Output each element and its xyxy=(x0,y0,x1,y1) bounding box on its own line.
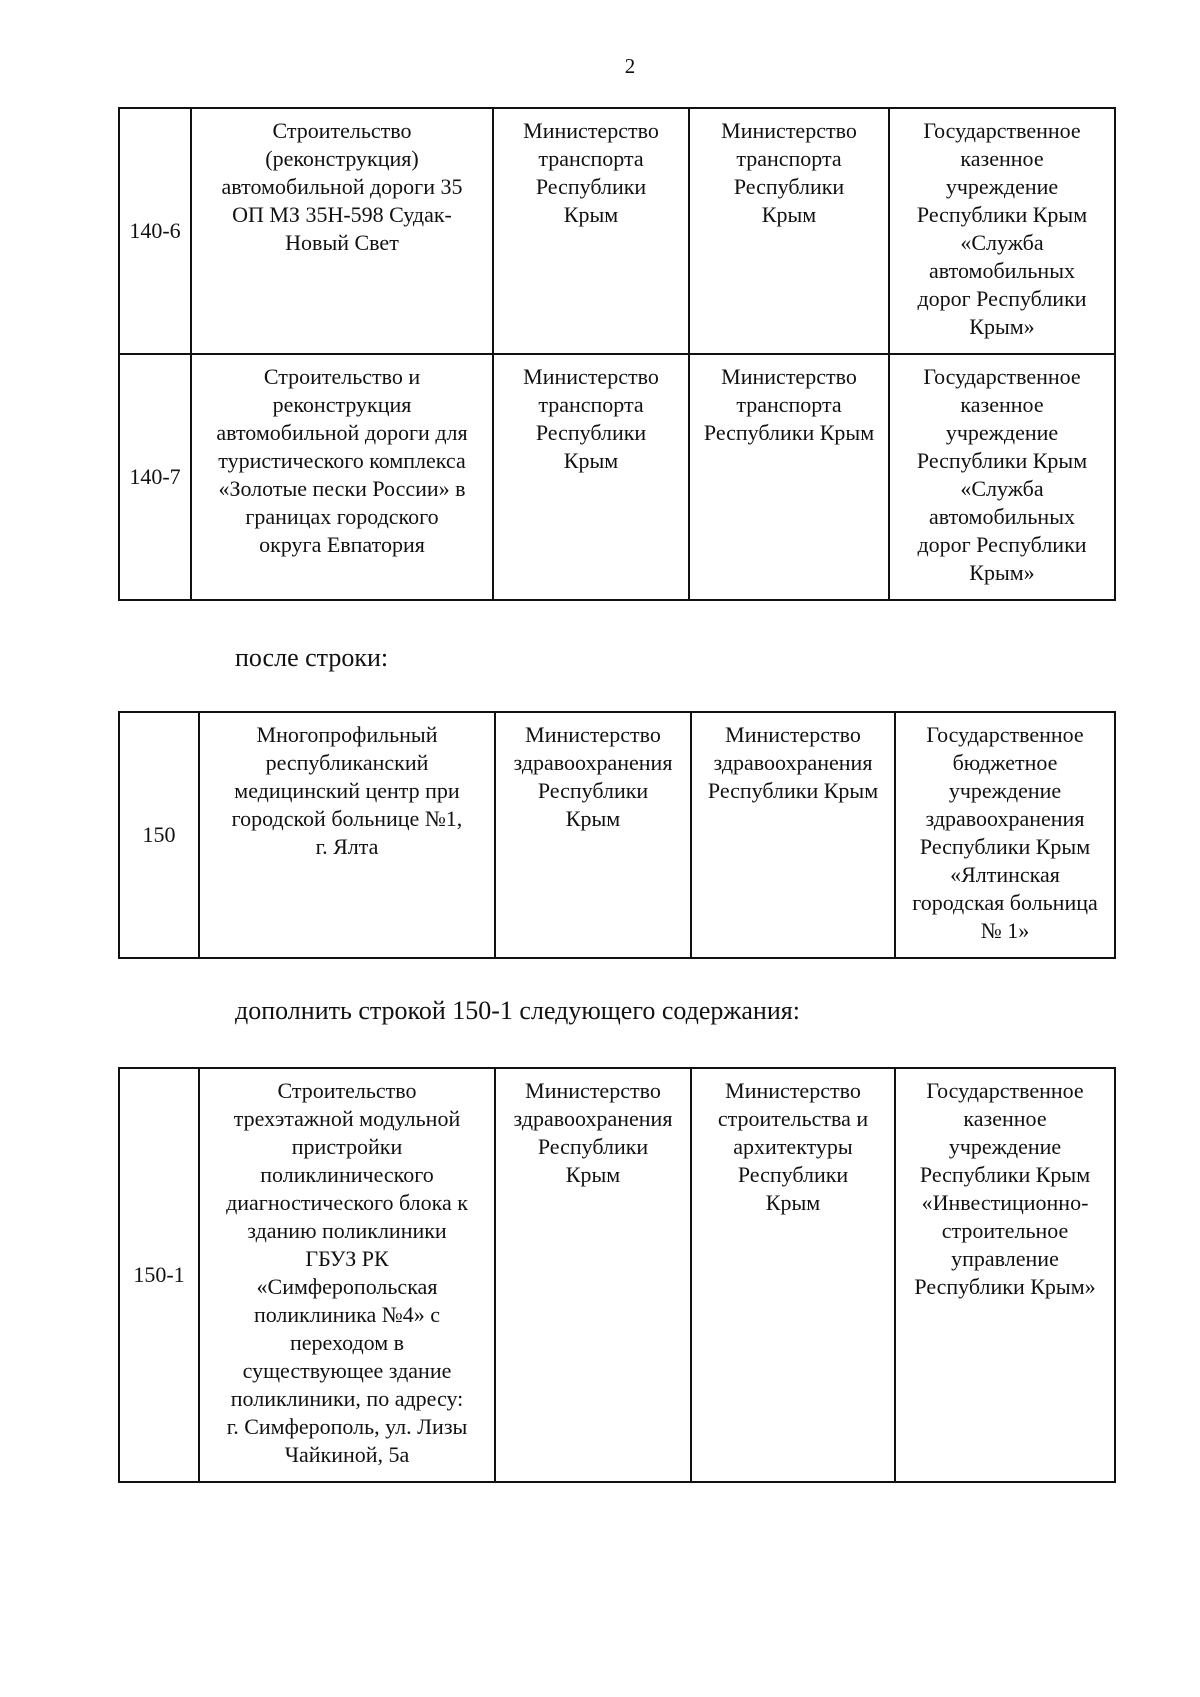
customer-cell: Государственное казенное учреждение Республики Крым «Инвестиционно- строительное управление Республики Крым» xyxy=(895,1068,1115,1482)
object-name-cell: Строительство трехэтажной модульной пристройки поликлинического диагностического блока к зданию поликлиники ГБУЗ РК «Симферопольская поликлиника №4» с переходом в существующее здание поликлиники, по адресу: г. Симферополь, ул. Лизы Чайкиной, 5а xyxy=(199,1068,495,1482)
ministry-cell: Министерство транспорта Республики Крым xyxy=(493,354,689,600)
object-name-cell: Строительство и реконструкция автомобильной дороги для туристического комплекса «Золотые пески России» в границах городского округа Евпатория xyxy=(191,354,493,600)
intro-add-row: дополнить строкой 150-1 следующего содержания: xyxy=(235,996,800,1025)
ministry-cell: Министерство здравоохранения Республики Крым xyxy=(495,712,691,958)
table-row xyxy=(119,1068,1115,1482)
table-row xyxy=(119,108,1115,354)
row-number: 140-7 xyxy=(119,354,191,600)
object-name-cell: Строительство (реконструкция) автомобильной дороги 35 ОП МЗ 35Н-598 Судак- Новый Свет xyxy=(191,108,493,354)
table-row xyxy=(119,354,1115,600)
executor-cell: Министерство здравоохранения Республики Крым xyxy=(691,712,895,958)
intro-after-row: после строки: xyxy=(235,643,389,672)
row-number: 150 xyxy=(119,712,199,958)
ministry-cell: Министерство здравоохранения Республики Крым xyxy=(495,1068,691,1482)
row-number: 140-6 xyxy=(119,108,191,354)
table-row xyxy=(119,712,1115,958)
customer-cell: Государственное казенное учреждение Республики Крым «Служба автомобильных дорог Республики Крым» xyxy=(889,108,1115,354)
table-new-row xyxy=(118,1067,1116,1483)
ministry-cell: Министерство транспорта Республики Крым xyxy=(493,108,689,354)
executor-cell: Министерство транспорта Республики Крым xyxy=(689,108,889,354)
customer-cell: Государственное казенное учреждение Республики Крым «Служба автомобильных дорог Республики Крым» xyxy=(889,354,1115,600)
executor-cell: Министерство транспорта Республики Крым xyxy=(689,354,889,600)
customer-cell: Государственное бюджетное учреждение здравоохранения Республики Крым «Ялтинская городская больница № 1» xyxy=(895,712,1115,958)
table-roads xyxy=(118,107,1116,601)
executor-cell: Министерство строительства и архитектуры Республики Крым xyxy=(691,1068,895,1482)
row-number: 150-1 xyxy=(119,1068,199,1482)
object-name-cell: Многопрофильный республиканский медицинский центр при городской больнице №1, г. Ялта xyxy=(199,712,495,958)
page-number: 2 xyxy=(624,54,636,78)
table-medical-center xyxy=(118,711,1116,959)
